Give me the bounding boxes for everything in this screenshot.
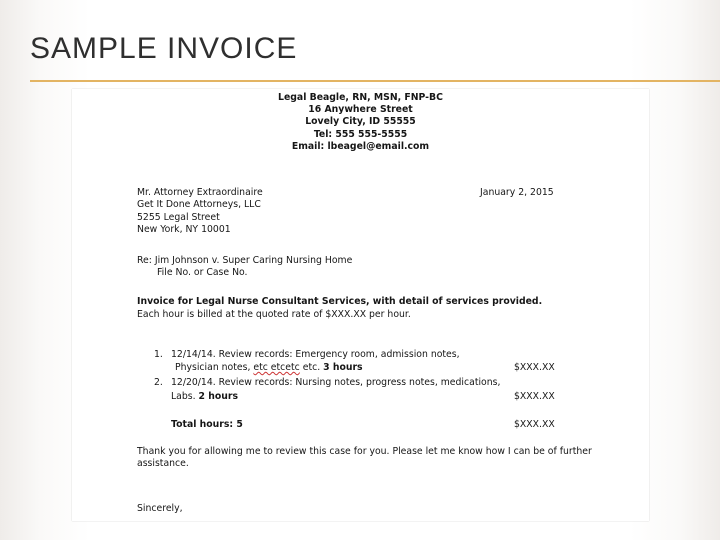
item-1-amount: $XXX.XX	[514, 362, 555, 373]
sender-block	[72, 92, 649, 153]
item-1-detail-text: Physician notes,	[175, 362, 254, 373]
sender-phone: Tel: 555 555-5555	[313, 128, 408, 140]
rate-line: Each hour is billed at the quoted rate of $XXX.XX per hour.	[137, 309, 411, 320]
item-1-detail	[175, 362, 363, 374]
item-2-number: 2.	[154, 377, 163, 388]
signoff: Sincerely,	[137, 503, 183, 514]
item-1-description: 12/14/14. Review records: Emergency room, admission notes,	[171, 349, 460, 360]
item-2-detail	[171, 391, 238, 403]
invoice-date: January 2, 2015	[480, 187, 554, 198]
item-2-hours: 2 hours	[198, 391, 238, 402]
total-hours-label: Total hours: 5	[171, 419, 243, 430]
title-underline	[30, 80, 720, 82]
total-amount: $XXX.XX	[514, 419, 555, 430]
slide-title: SAMPLE INVOICE	[30, 32, 298, 65]
recipient-name: Mr. Attorney Extraordinaire	[137, 187, 263, 198]
recipient-firm: Get It Done Attorneys, LLC	[137, 199, 261, 211]
closing-line-1: Thank you for allowing me to review this case for you. Please let me know how I can be of further	[137, 446, 592, 457]
re-line: Re: Jim Johnson v. Super Caring Nursing Home	[137, 255, 353, 266]
recipient-street: 5255 Legal Street	[137, 211, 220, 223]
item-1-detail-suffix: etc.	[299, 362, 321, 373]
item-2-amount: $XXX.XX	[514, 391, 555, 402]
closing-paragraph	[137, 446, 592, 471]
closing-line-2: assistance.	[137, 458, 189, 470]
item-2-description: 12/20/14. Review records: Nursing notes, progress notes, medications,	[171, 377, 501, 388]
invoice-intro: Invoice for Legal Nurse Consultant Services, with detail of services provided.	[137, 296, 543, 307]
sender-email: Email: lbeagel@email.com	[291, 140, 430, 152]
recipient-block	[137, 187, 263, 237]
item-1-number: 1.	[154, 349, 163, 360]
sender-name: Legal Beagle, RN, MSN, FNP-BC	[278, 92, 443, 103]
recipient-city: New York, NY 10001	[137, 224, 231, 236]
invoice-document	[72, 89, 649, 521]
sender-street: 16 Anywhere Street	[308, 104, 413, 116]
file-number-line: File No. or Case No.	[157, 267, 248, 278]
item-2-detail-text: Labs.	[171, 391, 199, 402]
item-1-detail-misspelled: etc etcetc	[253, 362, 300, 373]
sender-city: Lovely City, ID 55555	[305, 116, 416, 128]
item-1-hours: 3 hours	[323, 362, 363, 373]
